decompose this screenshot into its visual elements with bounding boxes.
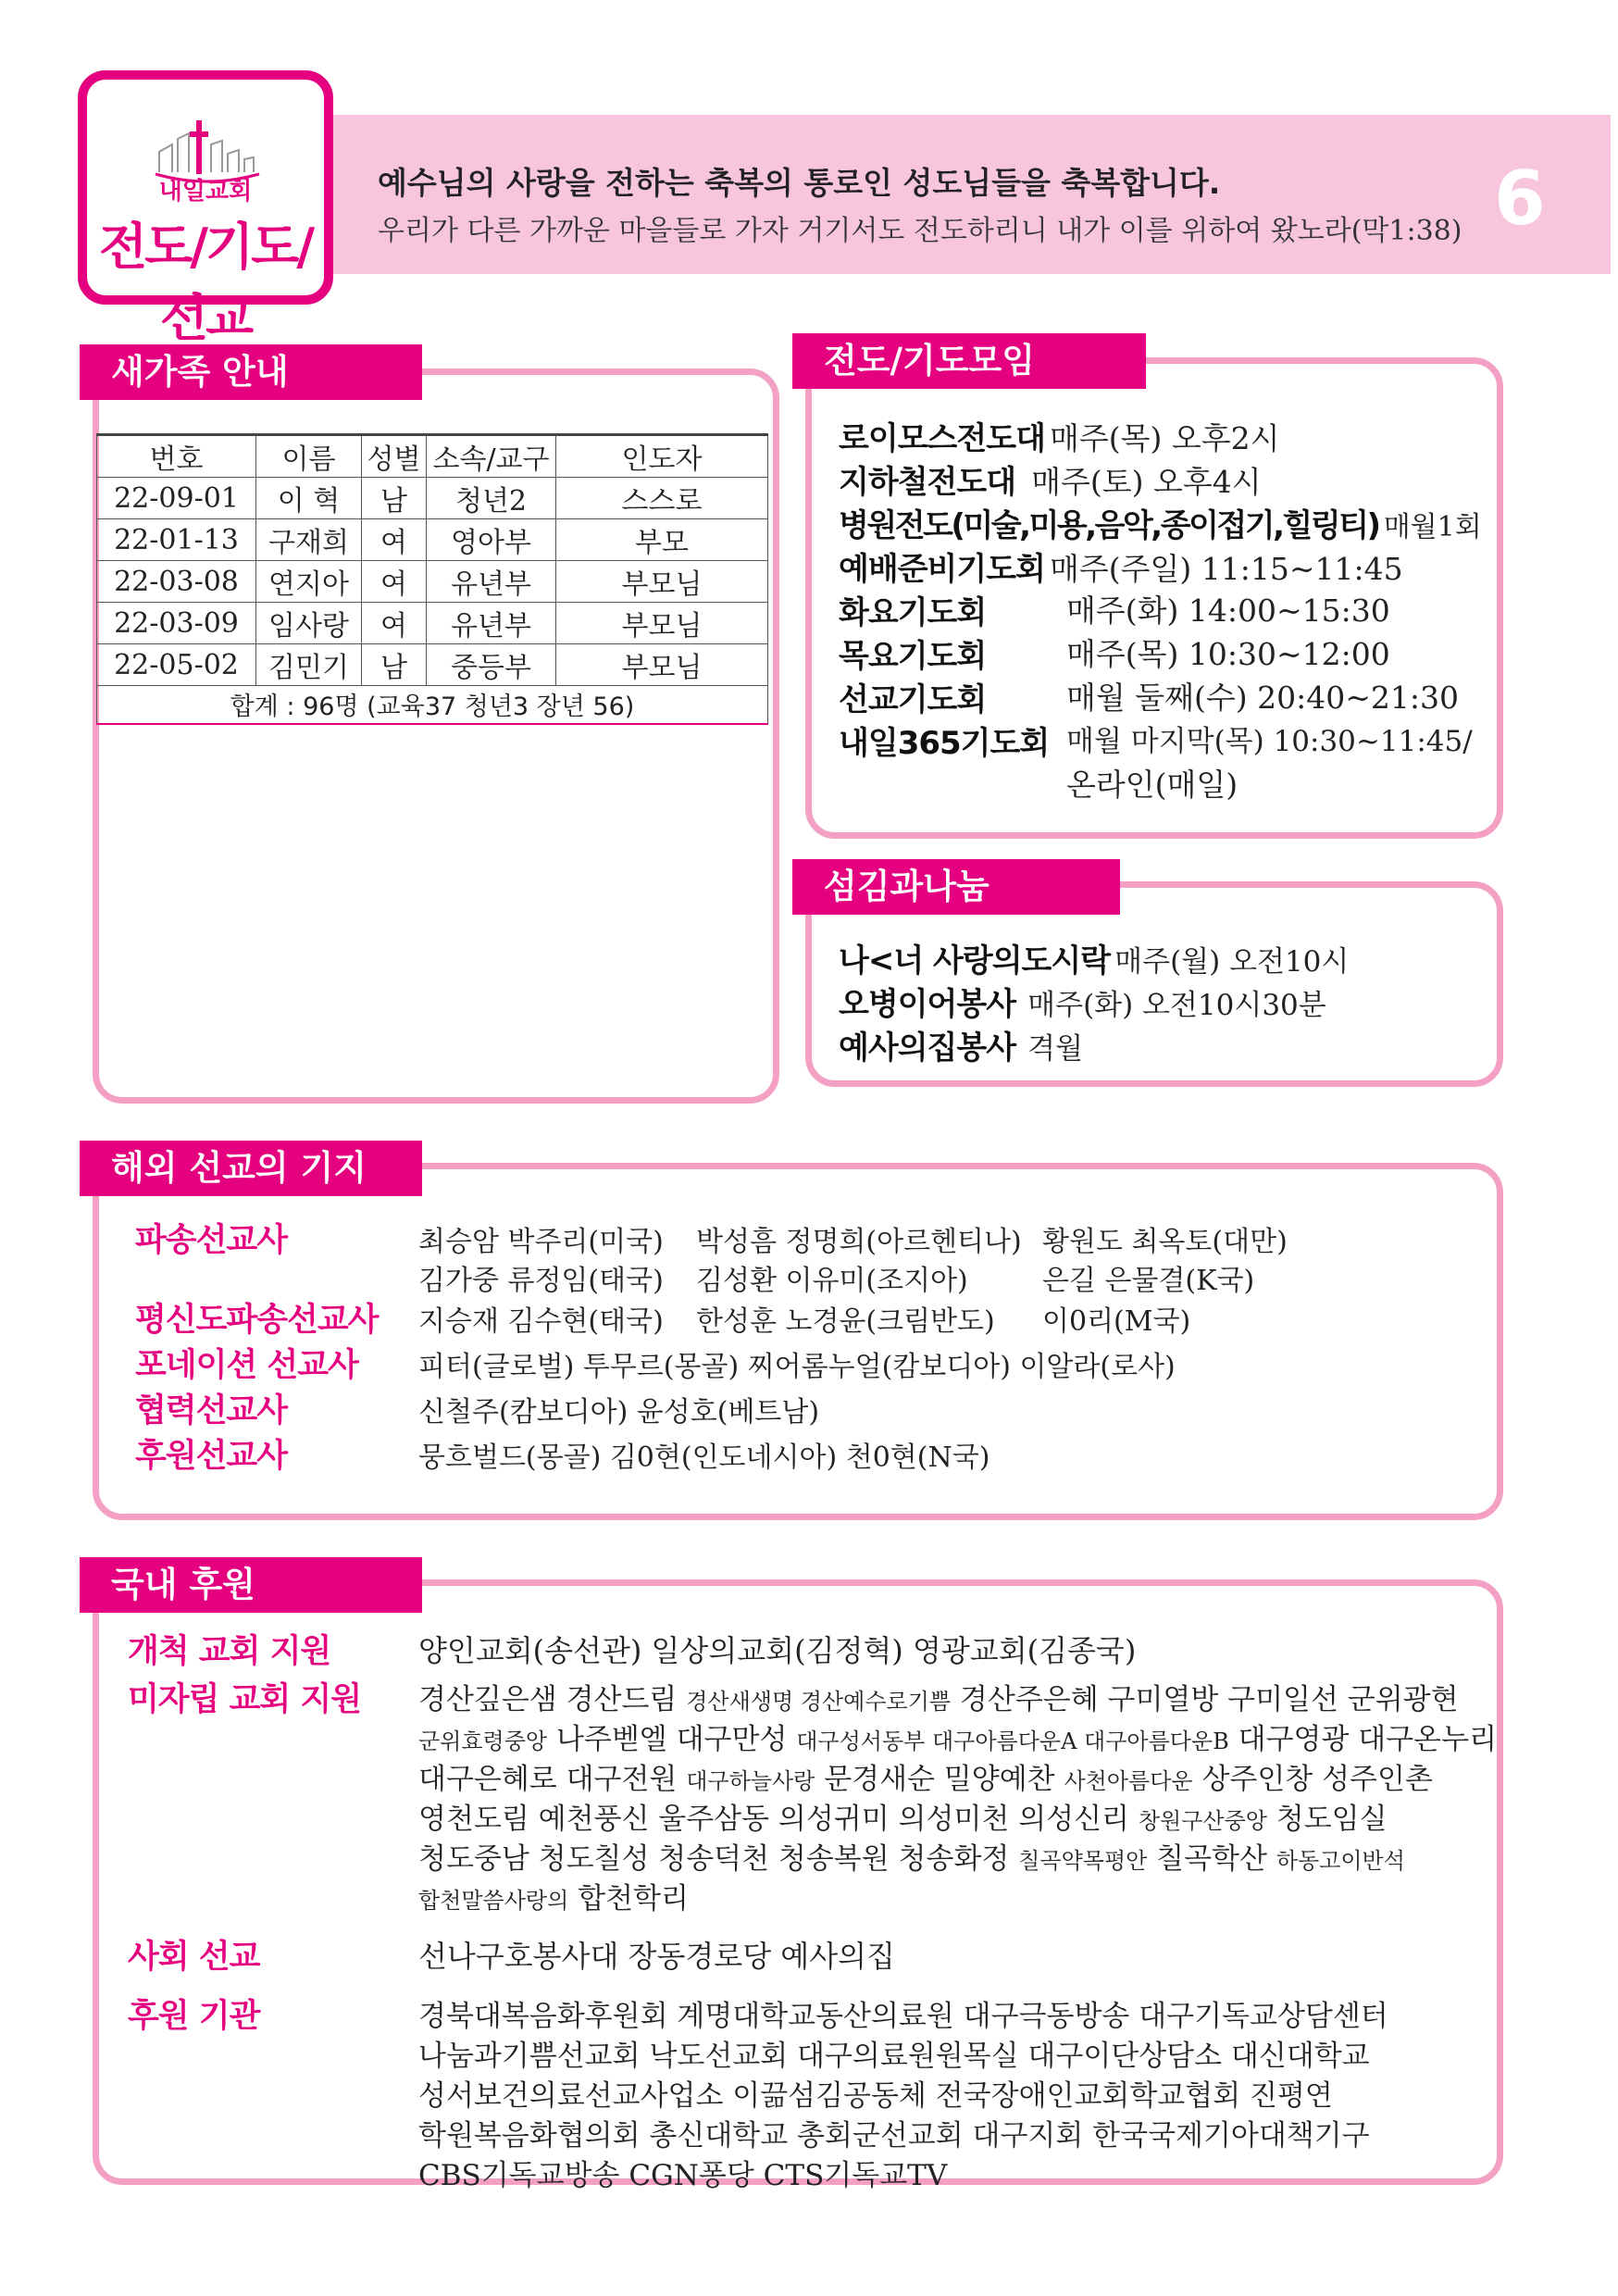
- page-number: 6: [1494, 156, 1546, 242]
- church-text-small: 대구성서동부 대구아름다운A 대구아름다운B: [796, 1728, 1229, 1754]
- cell-name: 이 혁: [256, 478, 362, 519]
- new-family-title: 새가족 안내: [80, 344, 422, 400]
- col-guide: 인도자: [556, 435, 768, 478]
- meetings-title: 전도/기도모임: [792, 333, 1146, 389]
- church-text: 칠곡학산: [1147, 1842, 1276, 1876]
- service-row: [839, 935, 1349, 980]
- table-total-row: [97, 686, 768, 724]
- meeting-label: 목요기도회: [839, 638, 987, 675]
- cell-guide: 부모님: [556, 603, 768, 644]
- meeting-value: 매주(목) 10:30~12:00: [1066, 636, 1390, 672]
- meeting-value: 매주(토) 오후4시: [1031, 464, 1262, 500]
- church-text: 합천학리: [568, 1882, 689, 1915]
- overseas-label: 평신도파송선교사: [135, 1302, 379, 1339]
- missionary-entry: 황원도 최옥토(대만): [1042, 1226, 1288, 1258]
- cell-gender: 여: [362, 603, 427, 644]
- service-title: 섬김과나눔: [792, 859, 1120, 915]
- cell-gender: 남: [362, 478, 427, 519]
- col-gender: 성별: [362, 435, 427, 478]
- church-text-small: 하동고이반석: [1276, 1848, 1405, 1874]
- church-text-small: 경산새생명 경산예수로기쁨: [686, 1689, 952, 1715]
- table-row: [97, 603, 768, 644]
- cell-name: 김민기: [256, 644, 362, 686]
- cell-guide: 부모: [556, 519, 768, 561]
- meeting-row: [839, 500, 1482, 545]
- church-text-small: 군위효령중앙: [418, 1728, 548, 1754]
- church-text-small: 합천말씀사랑의: [418, 1888, 569, 1914]
- meeting-value: 매주(화) 14:00~15:30: [1066, 593, 1390, 629]
- cell-group: 유년부: [427, 603, 556, 644]
- cell-guide: 부모님: [556, 561, 768, 603]
- meeting-value: 매주(목) 오후2시: [1050, 420, 1280, 456]
- cell-group: 중등부: [427, 644, 556, 686]
- church-text: 경산깊은샘 경산드림: [418, 1683, 687, 1716]
- cell-guide: 스스로: [556, 478, 768, 519]
- cell-name: 임사랑: [256, 603, 362, 644]
- domestic-label: 개척 교회 지원: [128, 1633, 331, 1670]
- church-text-small: 대구하늘사랑: [686, 1768, 815, 1794]
- cell-gender: 여: [362, 519, 427, 561]
- table-row: [97, 644, 768, 686]
- table-row: [97, 478, 768, 519]
- table-row: [97, 519, 768, 561]
- missionary-entry: 피터(글로벌) 투무르(몽골) 찌어롬누얼(캄보디아) 이알라(로사): [418, 1351, 1176, 1383]
- meeting-row: [839, 413, 1280, 458]
- meeting-row-continued: [1066, 761, 1238, 805]
- domestic-title: 국내 후원: [80, 1557, 422, 1613]
- meeting-label: 화요기도회: [839, 594, 987, 631]
- meeting-label: 로이모스전도대: [839, 420, 1045, 457]
- church-text: 문경새순 밀양예찬: [815, 1763, 1064, 1796]
- church-line: [418, 1716, 1497, 1757]
- logo-title: 전도/기도/선교: [98, 218, 313, 347]
- church-line: [418, 1795, 1388, 1837]
- church-text-small: 칠곡약목평안: [1018, 1848, 1148, 1874]
- cell-number: 22-05-02: [97, 644, 256, 686]
- overseas-label: 협력선교사: [135, 1392, 288, 1429]
- meeting-row: [839, 630, 1390, 676]
- church-text: 대구영광 대구온누리: [1228, 1723, 1498, 1756]
- cell-gender: 여: [362, 561, 427, 603]
- cell-guide: 부모님: [556, 644, 768, 686]
- service-label: 예사의집봉사: [839, 1029, 1016, 1067]
- missionary-entry: 김가중 류정임(태국): [418, 1265, 664, 1297]
- missionary-entry: 신철주(캄보디아) 윤성호(베트남): [418, 1396, 820, 1429]
- church-line: [418, 1676, 1459, 1717]
- overseas-title: 해외 선교의 기지: [80, 1141, 422, 1196]
- church-line: [418, 1875, 689, 1916]
- table-total: 합계 : 96명 (교육37 청년3 장년 56): [97, 686, 768, 724]
- missionary-entry: 뭉흐벌드(몽골) 김0현(인도네시아) 천0현(N국): [418, 1441, 990, 1474]
- church-line: [418, 1755, 1433, 1797]
- domestic-label: 사회 선교: [128, 1939, 260, 1976]
- missionary-entry: 은길 은물결(K국): [1042, 1265, 1255, 1297]
- col-group: 소속/교구: [427, 435, 556, 478]
- cell-gender: 남: [362, 644, 427, 686]
- sponsor-line: CBS기독교방송 CGN퐁당 CTS기독교TV: [418, 2159, 948, 2192]
- cell-number: 22-03-08: [97, 561, 256, 603]
- overseas-label: 포네이션 선교사: [135, 1347, 358, 1384]
- header-main-line: 예수님의 사랑을 전하는 축복의 통로인 성도님들을 축복합니다.: [378, 165, 1221, 201]
- cell-number: 22-03-09: [97, 603, 256, 644]
- meeting-value: 온라인(매일): [1066, 767, 1238, 803]
- sponsor-line: 성서보건의료선교사업소 이끎섬김공동체 전국장애인교회학교협회 진평연: [418, 2079, 1333, 2113]
- logo-text: 내일교회: [158, 178, 253, 206]
- domestic-label: 미자립 교회 지원: [128, 1681, 362, 1718]
- table-header-row: [97, 435, 768, 478]
- missionary-entry: 지승재 김수현(태국): [418, 1305, 664, 1338]
- cell-number: 22-01-13: [97, 519, 256, 561]
- meeting-label: 지하철전도대: [839, 464, 1016, 501]
- meeting-row: [839, 718, 1473, 763]
- meeting-row: [839, 674, 1459, 719]
- cell-name: 구재희: [256, 519, 362, 561]
- meeting-label: 선교기도회: [839, 681, 987, 718]
- meeting-value: 매월1회: [1383, 511, 1482, 543]
- logo-box: [78, 70, 333, 347]
- missionary-entry: 최승암 박주리(미국): [418, 1226, 664, 1258]
- service-value: 매주(월) 오전10시: [1114, 945, 1350, 979]
- meeting-label: 내일365기도회: [839, 725, 1050, 762]
- cell-group: 영아부: [427, 519, 556, 561]
- col-name: 이름: [256, 435, 362, 478]
- social-mission: 선나구호봉사대 장동경로당 예사의집: [418, 1939, 895, 1974]
- church-text: 나주벧엘 대구만성: [547, 1723, 797, 1756]
- sponsor-line: 학원복음화협의회 총신대학교 총회군선교회 대구지회 한국국제기아대책기구: [418, 2119, 1370, 2152]
- cell-number: 22-09-01: [97, 478, 256, 519]
- table-row: [97, 561, 768, 603]
- overseas-label: 파송선교사: [135, 1222, 288, 1259]
- service-row: [839, 979, 1326, 1024]
- church-text: 영천도림 예천풍신 울주삼동 의성귀미 의성미천 의성신리: [418, 1803, 1139, 1836]
- service-value: 격월: [1027, 1032, 1084, 1066]
- header-sub-line: 우리가 다른 가까운 마을들로 가자 거기서도 전도하리니 내가 이를 위하여 왔노라(막1:38): [378, 215, 1462, 247]
- pioneer-churches: 양인교회(송선관) 일상의교회(김정혁) 영광교회(김종국): [418, 1633, 1137, 1668]
- service-row: [839, 1022, 1083, 1067]
- church-line: [418, 1835, 1405, 1877]
- service-label: 오병이어봉사: [839, 986, 1016, 1023]
- church-text-small: 사천아름다운: [1064, 1768, 1193, 1794]
- service-label: 나<너 사랑의도시락: [839, 942, 1111, 980]
- meeting-value: 매월 마지막(목) 10:30~11:45/: [1066, 725, 1473, 758]
- meeting-value: 매주(주일) 11:15~11:45: [1050, 551, 1403, 587]
- cell-group: 청년2: [427, 478, 556, 519]
- domestic-label: 후원 기관: [128, 1998, 260, 2035]
- church-text: 청도임실: [1266, 1803, 1388, 1836]
- missionary-entry: 한성훈 노경윤(크림반도): [696, 1305, 995, 1338]
- church-text: 상주인창 성주인촌: [1192, 1763, 1433, 1796]
- church-text: 대구은혜로 대구전원: [418, 1763, 687, 1796]
- meeting-value: 매월 둘째(수) 20:40~21:30: [1066, 680, 1459, 716]
- church-text: 경산주은혜 구미열방 구미일선 군위광현: [951, 1683, 1459, 1716]
- church-text-small: 창원구산중앙: [1138, 1808, 1267, 1834]
- missionary-entry: 김성환 이유미(조지아): [696, 1265, 968, 1297]
- missionary-entry: 이0리(M국): [1042, 1305, 1191, 1338]
- cell-group: 유년부: [427, 561, 556, 603]
- col-number: 번호: [97, 435, 256, 478]
- service-value: 매주(화) 오전10시30분: [1027, 989, 1326, 1022]
- meeting-row: [839, 543, 1403, 589]
- new-family-table: [96, 433, 768, 725]
- overseas-label: 후원선교사: [135, 1438, 288, 1475]
- cell-name: 연지아: [256, 561, 362, 603]
- sponsor-line: 경북대복음화후원회 계명대학교동산의료원 대구극동방송 대구기독교상담센터: [418, 2000, 1388, 2033]
- meeting-row: [839, 587, 1390, 632]
- meeting-row: [839, 456, 1262, 502]
- meeting-label: 병원전도(미술,미용,음악,종이접기,힐링티): [839, 507, 1379, 544]
- meeting-label: 예배준비기도회: [839, 551, 1045, 588]
- sponsor-line: 나눔과기쁨선교회 낙도선교회 대구의료원원목실 대구이단상담소 대신대학교: [418, 2040, 1370, 2073]
- church-text: 청도중남 청도칠성 청송덕천 청송복원 청송화정: [418, 1842, 1019, 1876]
- missionary-entry: 박성흠 정명희(아르헨티나): [696, 1226, 1022, 1258]
